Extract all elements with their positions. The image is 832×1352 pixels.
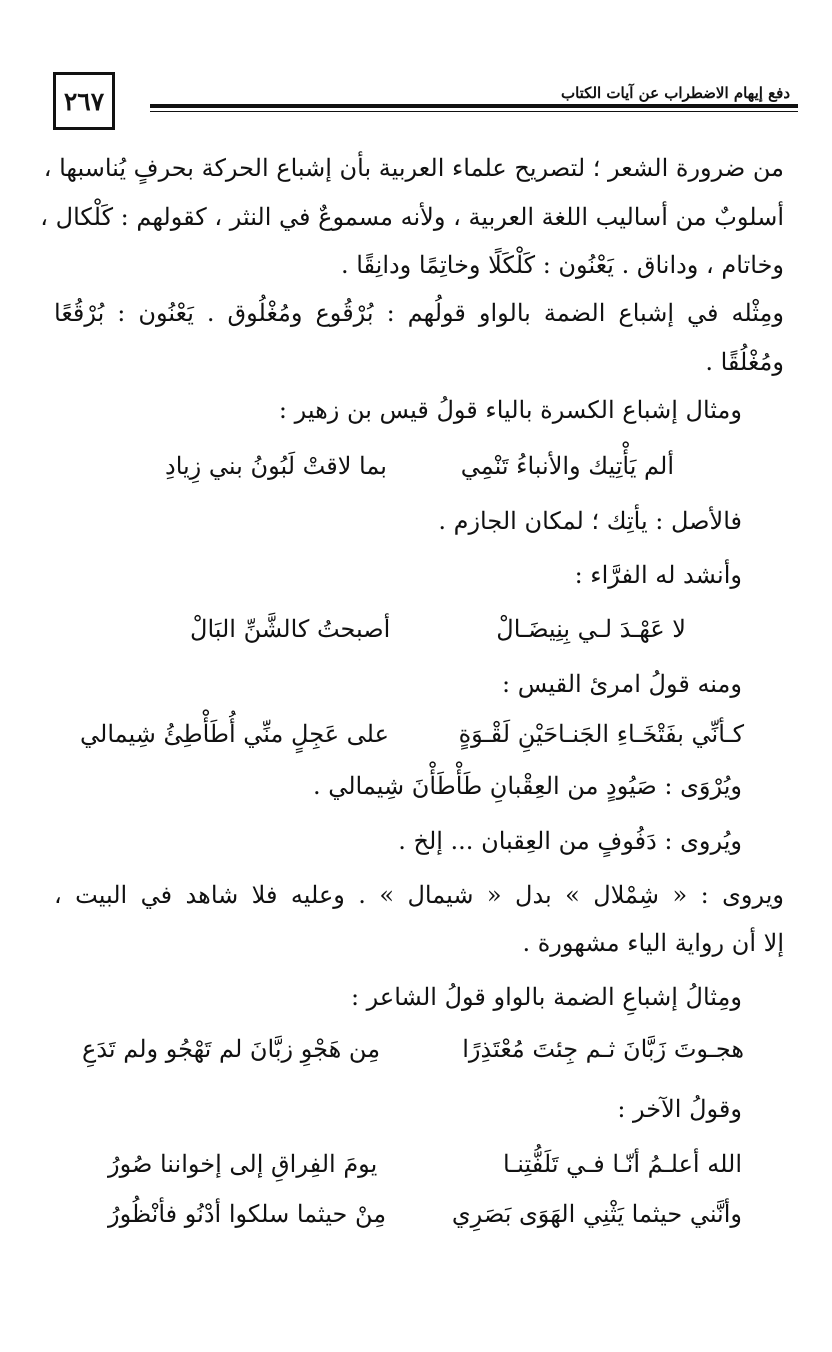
text-line: وخاتام ، وداناق . يَعْنُون : كَلْكَلًا وخاتِمًا ودانِقًا . — [340, 251, 784, 279]
text-line: ومنه قولُ امرئ القيس : — [502, 670, 742, 698]
verse-second-hemistich: أصبحتُ كالشَّنِّ البَالْ — [190, 615, 391, 643]
text-line: فالأصل : يأتِك ؛ لمكان الجازم . — [438, 507, 742, 535]
verse-first-hemistich: كـأنِّي بفَتْخَـاءِ الجَنـاحَيْنِ لَقْـوَةٍ — [458, 720, 744, 748]
verse-first-hemistich: هجـوتَ زَبَّانَ ثـم جِئتَ مُعْتَذِرًا — [462, 1035, 744, 1063]
text-line: ومِثْله في إشباع الضمة بالواو قولُهم : بُرْقُوع ومُغْلُوق . يَعْنُون : بُرْقُعًا — [54, 299, 784, 327]
page-number: ٢٦٧ — [53, 72, 115, 130]
text-line: ومُغْلُقًا . — [705, 348, 784, 376]
text-line: ومِثالُ إشباعِ الضمة بالواو قولُ الشاعر : — [350, 983, 742, 1011]
text-line: وقولُ الآخر : — [617, 1095, 742, 1123]
verse-first-hemistich: لا عَهْـدَ لـي بِنِيضَـالْ — [496, 615, 686, 643]
text-line: ومثال إشباع الكسرة بالياء قولُ قيس بن زهير : — [278, 396, 742, 424]
text-line: ويروى : « شِمْلال » بدل « شيمال » . وعليه فلا شاهد في البيت ، — [54, 881, 784, 909]
verse-first-hemistich: وأنَّني حيثما يَثْنِي الهَوَى بَصَرِي — [451, 1200, 742, 1228]
text-line: ويُرْوَى : صَيُودٍ من العِقْبانِ طَأْطَأْنَ شِيمالي . — [312, 772, 742, 800]
text-line: من ضرورة الشعر ؛ لتصريح علماء العربية بأن إشباع الحركة بحرفٍ يُناسبها ، — [43, 154, 784, 182]
text-line: أسلوبٌ من أساليب اللغة العربية ، ولأنه مسموعٌ في النثر ، كقولهم : كَلْكال ، — [40, 203, 784, 231]
header-rule-thin — [150, 111, 798, 112]
text-line: وأنشد له الفرَّاء : — [574, 561, 742, 589]
running-title: دفع إيهام الاضطراب عن آيات الكتاب — [560, 84, 790, 102]
verse-first-hemistich: الله أعلـمُ أنّـا فـي تَلَفُّتِنـا — [502, 1150, 742, 1178]
verse-second-hemistich: على عَجِلٍ منِّي أُطَأْطِئُ شِيمالي — [80, 720, 389, 748]
verse-second-hemistich: مِنْ حيثما سلكوا أدْنُو فأنْظُورُ — [108, 1200, 387, 1228]
text-line: إلا أن رواية الياء مشهورة . — [522, 929, 784, 957]
text-line: ويُروى : دَفُوفٍ من العِقبان ... إلخ . — [398, 827, 742, 855]
verse-second-hemistich: بما لاقتْ لَبُونُ بني زِيادِ — [165, 452, 387, 480]
verse-first-hemistich: ألم يَأْتِيك والأنباءُ تَنْمِي — [460, 452, 674, 480]
verse-second-hemistich: يومَ الفِراقِ إلى إخواننا صُورُ — [108, 1150, 378, 1178]
verse-second-hemistich: مِن هَجْوِ زبَّانَ لم تَهْجُو ولم تَدَعِ — [82, 1035, 381, 1063]
header-rule-thick — [150, 104, 798, 108]
